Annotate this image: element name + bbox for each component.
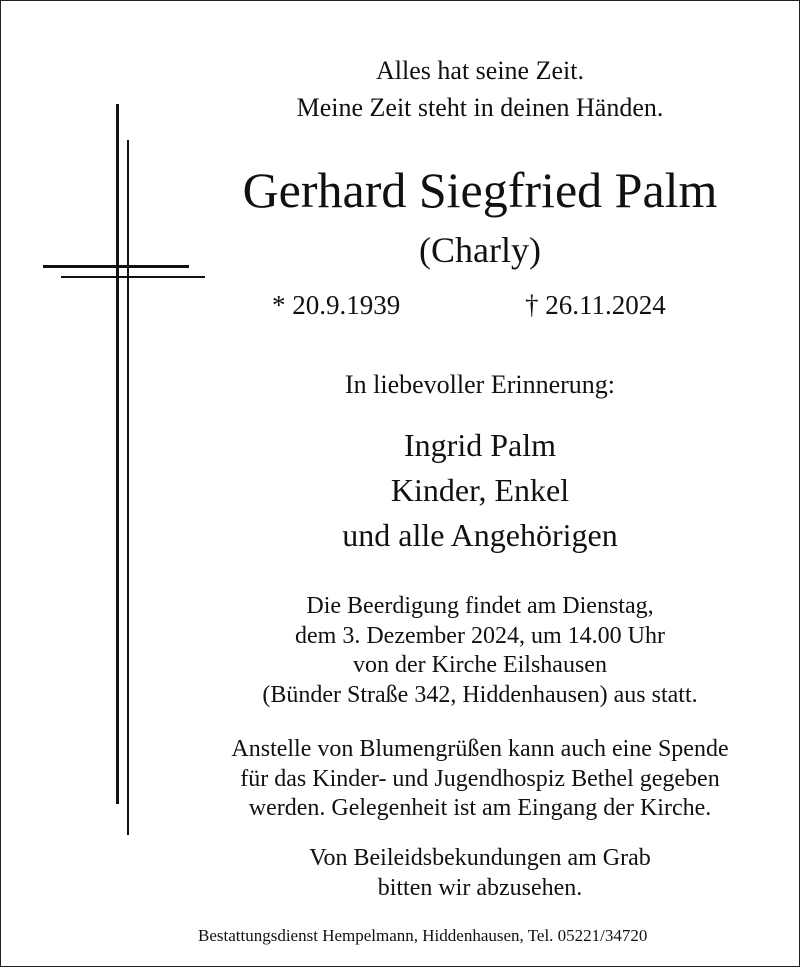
remembrance-intro: In liebevoller Erinnerung: [344,370,616,399]
motto-line-1: Alles hat seine Zeit. [376,56,584,85]
funeral-line: dem 3. Dezember 2024, um 14.00 Uhr [295,622,665,649]
birth-date: * 20.9.1939 [272,290,401,320]
mourner-line: Ingrid Palm [404,427,556,463]
motto-line-2: Meine Zeit steht in deinen Händen. [296,93,664,122]
donation-line: werden. Gelegenheit ist am Eingang der Kirche. [248,795,712,821]
funeral-line: Die Beerdigung findet am Dienstag, [306,593,654,619]
funeral-line: von der Kirche Eilshausen [353,652,607,678]
death-date: † 26.11.2024 [525,290,666,320]
funeral-home-footer: Bestattungsdienst Hempelmann, Hiddenhausen, Tel. 05221/34720 [198,926,648,945]
condolence-line: Von Beileidsbekundungen am Grab [309,845,651,871]
motto [230,52,730,126]
funeral-info [190,592,770,710]
cross-vertical-right [127,140,129,835]
mourners-list [230,423,730,558]
donation-info [190,735,770,824]
cross-horizontal-top [43,265,189,268]
funeral-line: (Bünder Straße 342, Hiddenhausen) aus statt. [262,681,698,708]
condolence-line: bitten wir abzusehen. [377,875,583,901]
condolence-note [190,843,770,903]
donation-line: für das Kinder- und Jugendhospiz Bethel gegeben [240,765,720,792]
mourner-line: und alle Angehörigen [342,517,618,553]
donation-line: Anstelle von Blumengrüßen kann auch eine Spende [231,736,729,762]
deceased-name: Gerhard Siegfried Palm [242,162,718,218]
mourner-line: Kinder, Enkel [390,472,570,508]
deceased-nickname: (Charly) [419,230,541,270]
cross-vertical-left [116,104,119,804]
cross-horizontal-bottom [61,276,205,278]
